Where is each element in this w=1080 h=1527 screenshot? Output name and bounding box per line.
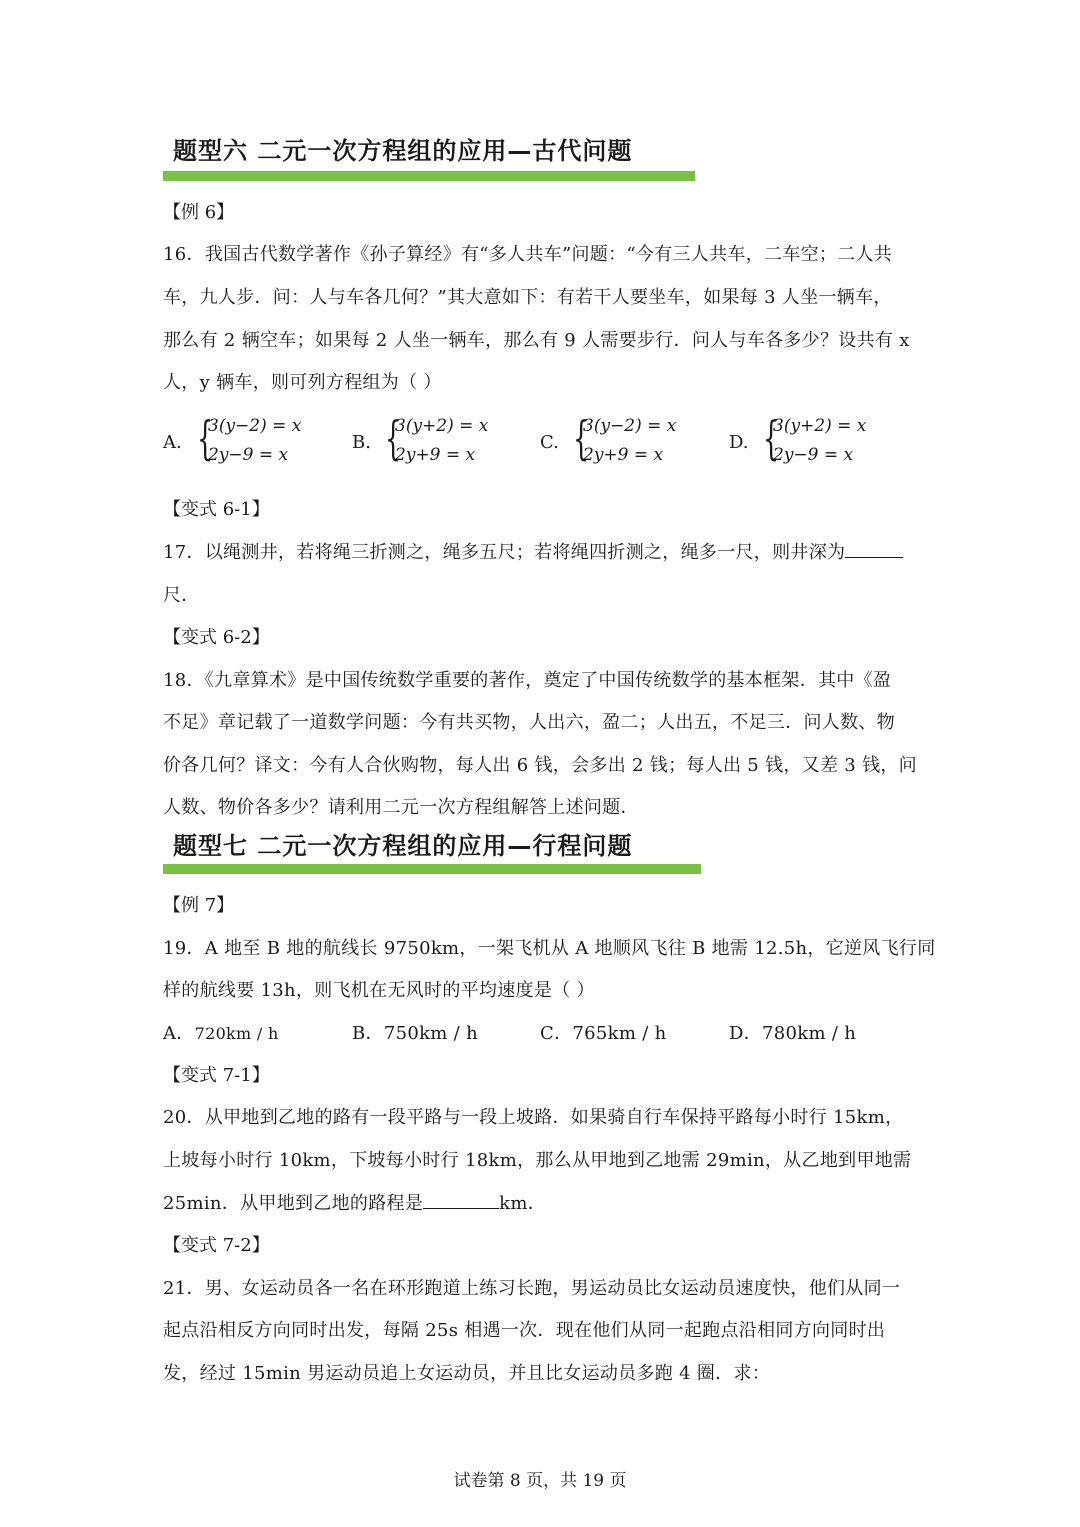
option-label: B． [352,1023,384,1044]
q20-line-2: 上坡每小时行 10km，下坡每小时行 18km，那么从甲地到乙地需 29min，从乙地到甲地需 [163,1150,912,1171]
brace-icon: { [573,411,590,465]
equation-1: 3(y−2) = x [583,416,677,436]
q21-line-1: 21．男、女运动员各一名在环形跑道上练习长跑，男运动员比女运动员速度快，他们从同一 [163,1278,901,1299]
equation-2: 2y+9 = x [583,445,664,465]
q16-option-b[interactable] [352,412,502,472]
section-heading-7: 题型七 二元一次方程组的应用—行程问题 [173,832,633,860]
option-label: D. [729,432,749,453]
q16-option-d[interactable] [729,412,879,472]
option-label: D． [729,1023,763,1044]
q19-option-c[interactable] [540,1019,667,1045]
equation-2: 2y−9 = x [773,445,854,465]
q19-option-d[interactable] [729,1019,856,1045]
example-tag: 【例 6】 [163,202,235,223]
equation-2: 2y−9 = x [208,445,289,465]
q16-line-2: 车，九人步．问：人与车各几何？”其大意如下：有若干人要坐车，如果每 3 人坐一辆车， [163,287,892,308]
heading-underline-bar [163,171,695,181]
equation-1: 3(y−2) = x [208,416,302,436]
option-label: A． [163,1023,195,1044]
option-value: 765km / h [572,1023,667,1044]
answer-blank[interactable] [423,1190,499,1209]
q17-line-2: 尺． [163,585,200,606]
q19-line-1: 19．A 地至 B 地的航线长 9750km，一架飞机从 A 地顺风飞往 B 地需 12.5h，它逆风飞行同 [163,938,936,959]
option-value: 720km / h [194,1024,279,1043]
brace-icon: { [763,411,780,465]
q17-text: 17．以绳测井，若将绳三折测之，绳多五尺；若将绳四折测之，绳多一尺，则井深为 [163,542,846,563]
q20-line-1: 20．从甲地到乙地的路有一段平路与一段上坡路．如果骑自行车保持平路每小时行 15km， [163,1107,904,1128]
q16-line-4: 人，y 辆车，则可列方程组为（ ） [163,372,442,393]
q18-line-3: 价各几何？译文：今有人合伙购物，每人出 6 钱，会多出 2 钱；每人出 5 钱，又差 3 钱，问 [163,755,917,776]
q21-line-3: 发，经过 15min 男运动员追上女运动员，并且比女运动员多跑 4 圈．求： [163,1363,771,1384]
variant-tag: 【变式 6-2】 [163,627,270,648]
answer-blank[interactable] [845,539,903,558]
q20-text: 25min．从甲地到乙地的路程是 [163,1193,424,1214]
heading-underline-bar [163,864,701,874]
option-value: 780km / h [762,1023,857,1044]
option-value: 750km / h [383,1023,478,1044]
brace-icon: { [197,411,214,465]
q19-option-b[interactable] [352,1019,478,1045]
example-tag: 【例 7】 [163,895,235,916]
option-label: A. [163,432,182,453]
q16-line-3: 那么有 2 辆空车；如果每 2 人坐一辆车，那么有 9 人需要步行．问人与车各多少？设共有 x [163,330,910,351]
variant-tag: 【变式 6-1】 [163,499,270,520]
option-label: C． [540,1023,573,1044]
q19-line-2: 样的航线要 13h，则飞机在无风时的平均速度是（ ） [163,980,595,1001]
equation-1: 3(y+2) = x [773,416,867,436]
equation-1: 3(y+2) = x [395,416,489,436]
section-heading-6: 题型六 二元一次方程组的应用—古代问题 [173,137,633,165]
q16-line-1: 16．我国古代数学著作《孙子算经》有“多人共车”问题：“今有三人共车，二车空；二人共 [163,244,893,265]
variant-tag: 【变式 7-1】 [163,1065,270,1086]
variant-tag: 【变式 7-2】 [163,1235,270,1256]
q16-option-a[interactable] [163,412,313,472]
q16-option-c[interactable] [540,412,690,472]
q18-line-1: 18．《九章算术》是中国传统数学重要的著作，奠定了中国传统数学的基本框架．其中《盈 [163,670,892,691]
q20-line-3 [163,1189,546,1215]
q21-line-2: 起点沿相反方向同时出发，每隔 25s 相遇一次．现在他们从同一起跑点沿相同方向同时出 [163,1320,886,1341]
q18-line-2: 不足》章记载了一道数学问题：今有共买物，人出六，盈二；人出五，不足三．问人数、物 [163,712,895,733]
option-label: C. [540,432,559,453]
option-label: B. [352,432,371,453]
page-footer: 试卷第 8 页，共 19 页 [453,1471,627,1491]
q17-line-1 [163,538,903,564]
q19-option-a[interactable] [163,1019,279,1045]
brace-icon: { [385,411,402,465]
q20-unit: km． [499,1193,547,1214]
q18-line-4: 人数、物价各多少？请利用二元一次方程组解答上述问题． [163,797,639,818]
equation-2: 2y+9 = x [395,445,476,465]
